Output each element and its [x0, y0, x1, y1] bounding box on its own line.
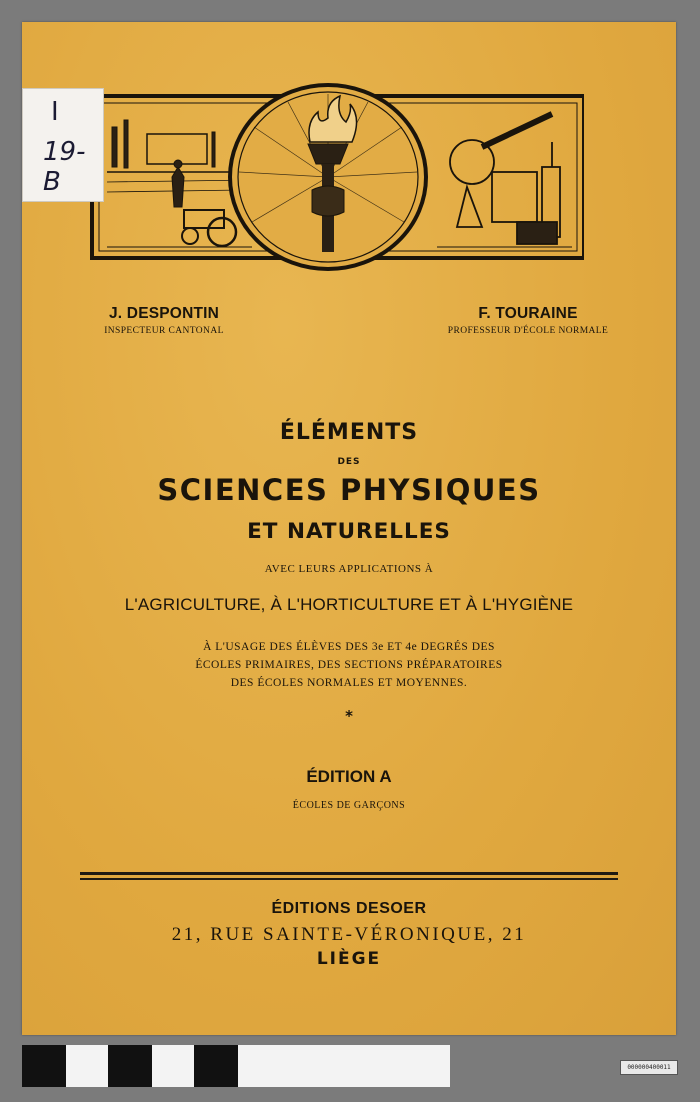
calibration-patch-black — [22, 1045, 66, 1087]
title-line-2: DES — [337, 457, 361, 467]
calibration-patch-white — [66, 1045, 108, 1087]
divider-thick — [80, 872, 618, 875]
reference-tag: 000000400011 — [620, 1060, 678, 1075]
author-right — [430, 305, 626, 336]
fields-text: L'AGRICULTURE, À L'HORTICULTURE ET À L'HYGIÈNE — [124, 595, 574, 614]
calibration-patch-black — [194, 1045, 238, 1087]
author-left — [80, 305, 248, 336]
author-name: J. DESPONTIN — [108, 305, 220, 322]
catalogue-label — [22, 88, 104, 202]
publisher-address: 21, RUE SAINTE-VÉRONIQUE, 21 — [171, 924, 527, 945]
publisher-city: LIÈGE — [316, 949, 382, 969]
usage-line-2: ÉCOLES PRIMAIRES, DES SECTIONS PRÉPARATOIRES — [195, 659, 503, 671]
usage-line-3: DES ÉCOLES NORMALES ET MOYENNES. — [230, 677, 468, 689]
laboratory-scene — [437, 114, 572, 247]
title-line-3: SCIENCES PHYSIQUES — [157, 473, 541, 507]
applications-text: AVEC LEURS APPLICATIONS À — [264, 563, 434, 575]
edition-name: ÉDITION A — [306, 767, 392, 786]
edition-audience: ÉCOLES DE GARÇONS — [292, 800, 406, 811]
cover-illustration — [72, 72, 584, 277]
calibration-patch-white — [238, 1045, 450, 1087]
usage-line-1: À L'USAGE DES ÉLÈVES DES 3e ET 4e DEGRÉS DES — [203, 641, 495, 653]
author-name: F. TOURAINE — [478, 305, 578, 322]
author-role: INSPECTEUR CANTONAL — [104, 326, 224, 336]
torch-medallion — [230, 85, 426, 269]
divider-thin — [80, 878, 618, 880]
hand — [312, 186, 344, 216]
author-role: PROFESSEUR D'ÉCOLE NORMALE — [447, 326, 609, 336]
catalogue-label-line1: I — [51, 97, 59, 127]
calibration-patch-black — [108, 1045, 152, 1087]
usage-text — [22, 638, 676, 692]
catalogue-label-line2: 19-B — [43, 137, 86, 197]
ornament-asterisk: * — [345, 707, 353, 725]
publisher-name: ÉDITIONS DESOER — [271, 900, 427, 917]
calibration-patch-white — [152, 1045, 194, 1087]
title-line-1: ÉLÉMENTS — [279, 420, 419, 445]
title-line-4: ET NATURELLES — [247, 519, 451, 544]
